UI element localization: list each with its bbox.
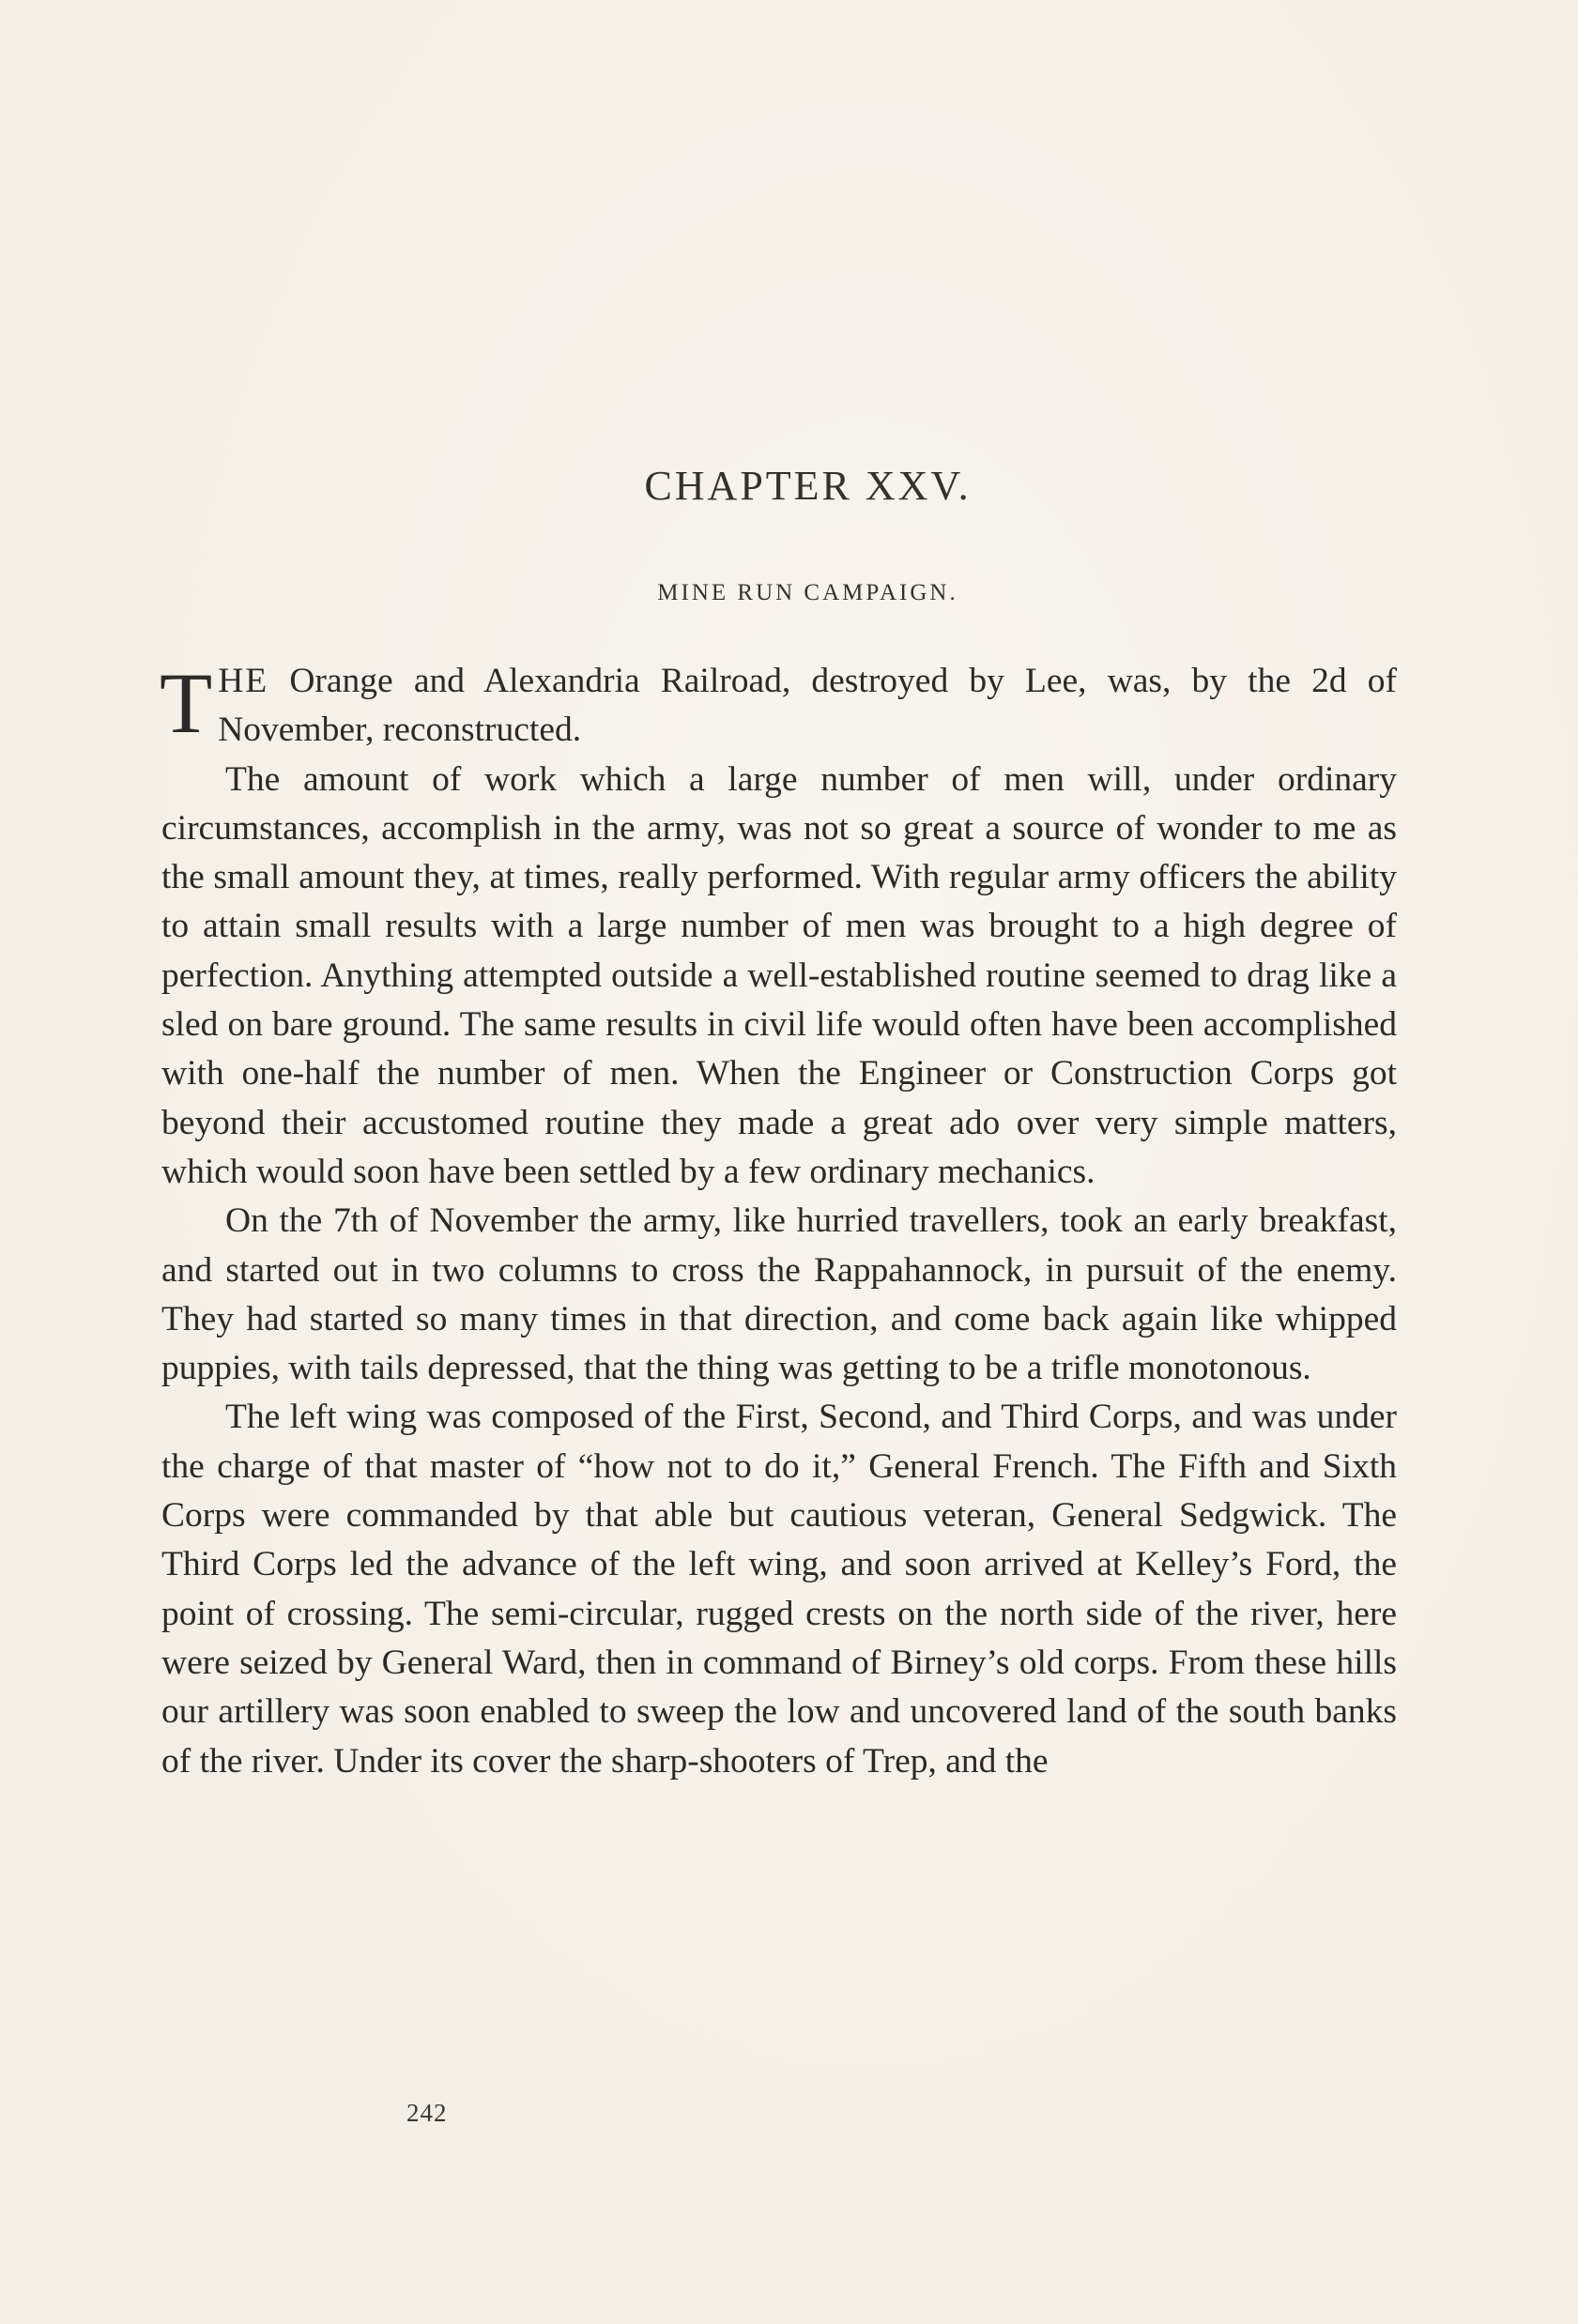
paragraph-1 [161, 657, 1397, 756]
paragraph-3: On the 7th of November the army, like hurried travellers, took an early breakfast, and started out in two columns to cross the Rappahannock, in pursuit of the enemy. They had started so many times in that direction, and come back again like whipped puppies, with tails depressed, that the thing was getting to be a trifle monotonous. [161, 1201, 1397, 1388]
paragraph-4: The left wing was composed of the First, Second, and Third Corps, and was under the charge of that master of “how not to do it,” General French. The Fifth and Sixth Corps were commanded by that able but cautious veteran, General Sedgwick. The Third Corps led the advance of the left wing, and soon arrived at Kelley’s Ford, the point of crossing. The semi-circular, rugged crests on the north side of the river, here were seized by General Ward, then in command of Birney’s old corps. From these hills our artillery was soon enabled to sweep the low and uncovered land of the south banks of the river. Under its cover the sharp-shooters of Trep, and the [161, 1398, 1397, 1781]
body-text [161, 657, 1397, 1786]
opening-word: HE [218, 662, 269, 700]
chapter-title: CHAPTER XXV. [644, 463, 972, 509]
chapter-subtitle: MINE RUN CAMPAIGN. [657, 580, 958, 605]
page-number: 242 [406, 2099, 448, 2127]
drop-cap: T [160, 655, 213, 751]
paragraph-text: Orange and Alexandria Railroad, destroyed by Lee, was, by the 2d of November, reconstructed. [218, 662, 1397, 750]
paragraph-2: The amount of work which a large number of men will, under ordinary circumstances, accomplish in the army, was not so great a source of wonder to me as the small amount they, at times, really performed. With regular army officers the ability to attain small results with a large number of men was brought to a high degree of perfection. Anything attempted outside a well-established routine seemed to drag like a sled on bare ground. The same results in civil life would often have been accomplished with one-half the number of men. When the Engineer or Construction Corps got beyond their accustomed routine they made a great ado over very simple matters, which would soon have been settled by a few ordinary mechanics. [161, 759, 1397, 1191]
